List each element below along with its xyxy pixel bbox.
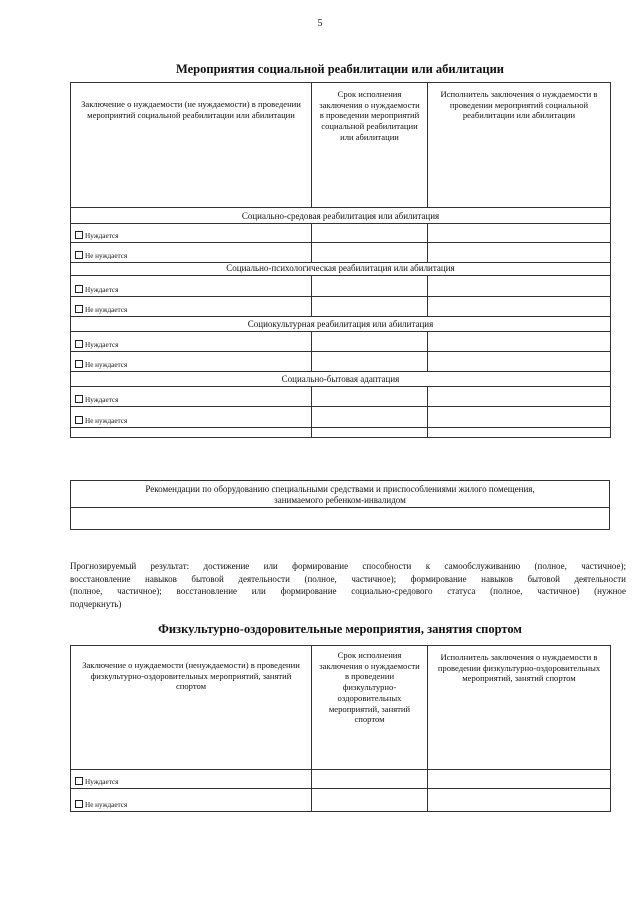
- checkbox-not-needs-2[interactable]: [75, 305, 83, 313]
- table2-col2-header: Срок исполнения заключения о нуждаемости в проведении физкультурно-оздоровительных мероприятий, занятий спортом: [312, 646, 428, 770]
- table2-col3-header: Исполнитель заключения о нуждаемости в проведении физкультурно-оздоровительных мероприятий, занятий спортом: [428, 646, 611, 770]
- page-number: 5: [317, 18, 323, 29]
- forecast-text: [70, 560, 630, 610]
- option-not-needs: Не нуждается: [71, 297, 312, 317]
- recommendations-box: [70, 480, 610, 530]
- group-title-social-household: Социально-бытовая адаптация: [71, 372, 611, 387]
- forecast-line1: Прогнозируемый результат: достижение или формирование способности к самообслуживанию (полное, частичное);: [70, 561, 626, 571]
- table2-col1-header: Заключение о нуждаемости (ненуждаемости) в проведении физкультурно-оздоровительных мероприятий, занятий спортом: [71, 646, 312, 770]
- option-needs: Нуждается: [71, 224, 312, 243]
- option-needs: Нуждается: [71, 770, 312, 789]
- checkbox-needs-2[interactable]: [75, 285, 83, 293]
- checkbox-not-needs-4[interactable]: [75, 416, 83, 424]
- option-not-needs: Не нуждается: [71, 407, 312, 428]
- forecast-line4: подчеркнуть): [70, 598, 122, 609]
- checkbox-not-needs-1[interactable]: [75, 251, 83, 259]
- option-needs: Нуждается: [71, 276, 312, 297]
- recommendations-line2: занимаемого ребенком-инвалидом: [274, 495, 406, 506]
- forecast-line2: восстановление навыков бытовой деятельности (полное, частичное); формирование навыков бытовой деятельности: [70, 573, 626, 584]
- forecast-line3: (полное, частичное); восстановление или формирование социально-средового статуса (полное, частичное) (нужное: [70, 586, 626, 597]
- checkbox-sport-needs[interactable]: [75, 777, 83, 785]
- option-not-needs: Не нуждается: [71, 352, 312, 372]
- checkbox-sport-not-needs[interactable]: [75, 800, 83, 808]
- table1-col3-header: Исполнитель заключения о нуждаемости в проведении мероприятий социальной реабилитации или абилитации: [428, 83, 611, 208]
- table1-col2-header: Срок исполнения заключения о нуждаемости в проведении мероприятий социальной реабилитации или абилитации: [312, 83, 428, 208]
- checkbox-needs-4[interactable]: [75, 395, 83, 403]
- option-not-needs: Не нуждается: [71, 243, 312, 263]
- recommendations-line1: Рекомендации по оборудованию специальными средствами и приспособлениями жилого помещения,: [145, 484, 535, 494]
- sports-activities-table: [70, 645, 611, 812]
- group-title-sociocultural: Социокультурная реабилитация или абилитация: [71, 317, 611, 332]
- section1-title: Мероприятия социальной реабилитации или абилитации: [176, 62, 504, 76]
- social-rehabilitation-table: [70, 82, 611, 438]
- table1-col1-header: Заключение о нуждаемости (не нуждаемости) в проведении мероприятий социальной реабилитации или абилитации: [71, 83, 312, 208]
- checkbox-needs-3[interactable]: [75, 340, 83, 348]
- option-needs: Нуждается: [71, 332, 312, 352]
- section2-title: Физкультурно-оздоровительные мероприятия, занятия спортом: [158, 622, 522, 636]
- checkbox-needs-1[interactable]: [75, 231, 83, 239]
- group-title-social-environmental: Социально-средовая реабилитация или абилитация: [71, 208, 611, 224]
- option-needs: Нуждается: [71, 387, 312, 407]
- group-title-social-psychological: Социально-психологическая реабилитация или абилитация: [71, 263, 611, 276]
- option-not-needs: Не нуждается: [71, 789, 312, 812]
- checkbox-not-needs-3[interactable]: [75, 360, 83, 368]
